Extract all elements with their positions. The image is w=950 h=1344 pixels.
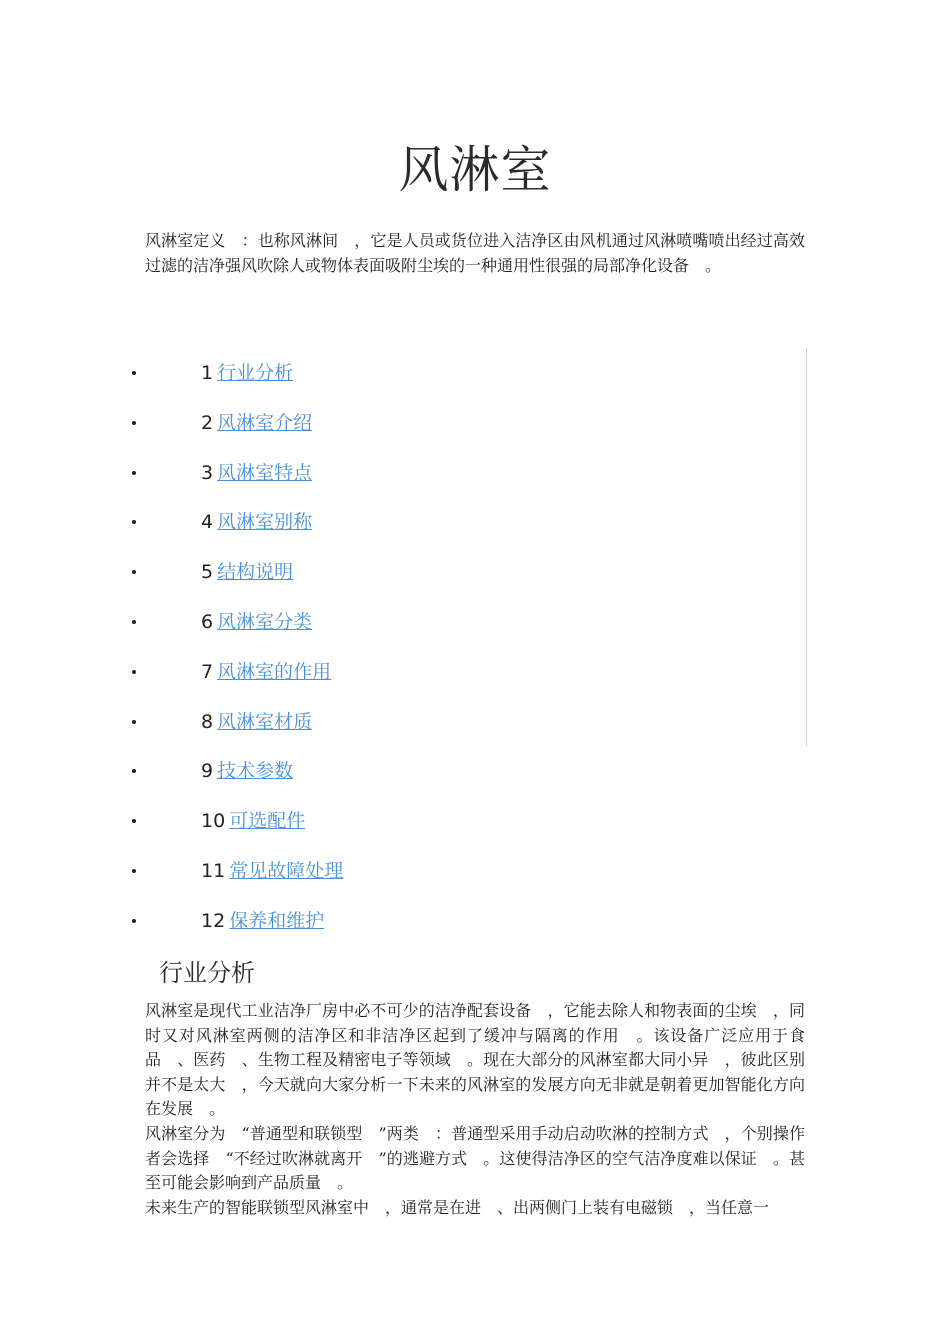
toc-number: 6 风淋室分类 bbox=[201, 610, 313, 633]
bullet-icon bbox=[132, 520, 136, 524]
toc-number: 8 风淋室材质 bbox=[201, 710, 313, 733]
toc-link[interactable]: 结构说明 bbox=[217, 561, 294, 584]
toc-number: 12 保养和维护 bbox=[201, 909, 325, 932]
section-heading: 行业分析 bbox=[159, 959, 255, 987]
toc-link[interactable]: 常见故障处理 bbox=[229, 859, 344, 882]
toc-link[interactable]: 技术参数 bbox=[217, 760, 294, 783]
toc-link[interactable]: 风淋室的作用 bbox=[217, 660, 332, 683]
toc-link[interactable]: 风淋室介绍 bbox=[217, 411, 313, 434]
toc-link[interactable]: 保养和维护 bbox=[229, 909, 325, 932]
bullet-icon bbox=[132, 471, 136, 475]
toc-number: 7 风淋室的作用 bbox=[201, 660, 332, 683]
bullet-icon bbox=[132, 869, 136, 873]
toc-link[interactable]: 风淋室特点 bbox=[217, 461, 313, 484]
bullet-icon bbox=[132, 819, 136, 823]
toc-number: 11 常见故障处理 bbox=[201, 859, 344, 882]
bullet-icon bbox=[132, 620, 136, 624]
toc-link[interactable]: 行业分析 bbox=[217, 362, 294, 384]
toc-number: 3 风淋室特点 bbox=[201, 461, 313, 484]
toc-number: 4 风淋室别称 bbox=[201, 511, 313, 534]
page-title: 风淋室 bbox=[398, 141, 552, 199]
bullet-icon bbox=[132, 919, 136, 923]
toc-number: 1 行业分析 bbox=[201, 362, 294, 384]
bullet-icon bbox=[132, 421, 136, 425]
bullet-icon bbox=[132, 570, 136, 574]
toc-link[interactable]: 风淋室别称 bbox=[217, 511, 313, 534]
section-body bbox=[145, 999, 805, 1220]
bullet-icon bbox=[132, 670, 136, 674]
bullet-icon bbox=[132, 720, 136, 724]
body-paragraph: 风淋室分为 “普通型和联锁型 ”两类 ：普通型采用手动启动吹淋的控制方式 ，个别操作者会选择 “不经过吹淋就离开 ”的逃避方式 。这使得洁净区的空气洁净度难以保证 。甚至可能会影响到产品质量 。 bbox=[145, 1123, 805, 1193]
intro-paragraph: 风淋室定义 ：也称风淋间 ，它是人员或货位进入洁净区由风机通过风淋喷嘴喷出经过高效过滤的洁净强风吹除人或物体表面吸附尘埃的一种通用性很强的局部净化设备 。 bbox=[145, 231, 805, 275]
body-paragraph: 未来生产的智能联锁型风淋室中 ，通常是在进 、出两侧门上装有电磁锁 ，当任意一 bbox=[145, 1197, 770, 1217]
toc-link[interactable]: 可选配件 bbox=[229, 810, 306, 833]
toc-number: 10 可选配件 bbox=[201, 810, 306, 833]
toc-divider bbox=[806, 348, 807, 746]
toc-number: 9 技术参数 bbox=[201, 760, 294, 783]
toc-number: 2 风淋室介绍 bbox=[201, 411, 313, 434]
toc-link[interactable]: 风淋室材质 bbox=[217, 710, 313, 733]
bullet-icon bbox=[132, 769, 136, 773]
toc-number: 5 结构说明 bbox=[201, 561, 294, 584]
bullet-icon bbox=[132, 371, 136, 375]
body-paragraph: 风淋室是现代工业洁净厂房中必不可少的洁净配套设备 ，它能去除人和物表面的尘埃 ，同时又对风淋室两侧的洁净区和非洁净区起到了缓冲与隔离的作用 。该设备广泛应用于食品 、医药 、生物工程及精密电子等领域 。现在大部分的风淋室都大同小异 ，彼此区别并不是太大 ，今天就向大家分析一下未来的风淋室的发展方向无非就是朝着更加智能化方向在发展 。 bbox=[145, 1001, 805, 1119]
toc-link[interactable]: 风淋室分类 bbox=[217, 610, 313, 633]
